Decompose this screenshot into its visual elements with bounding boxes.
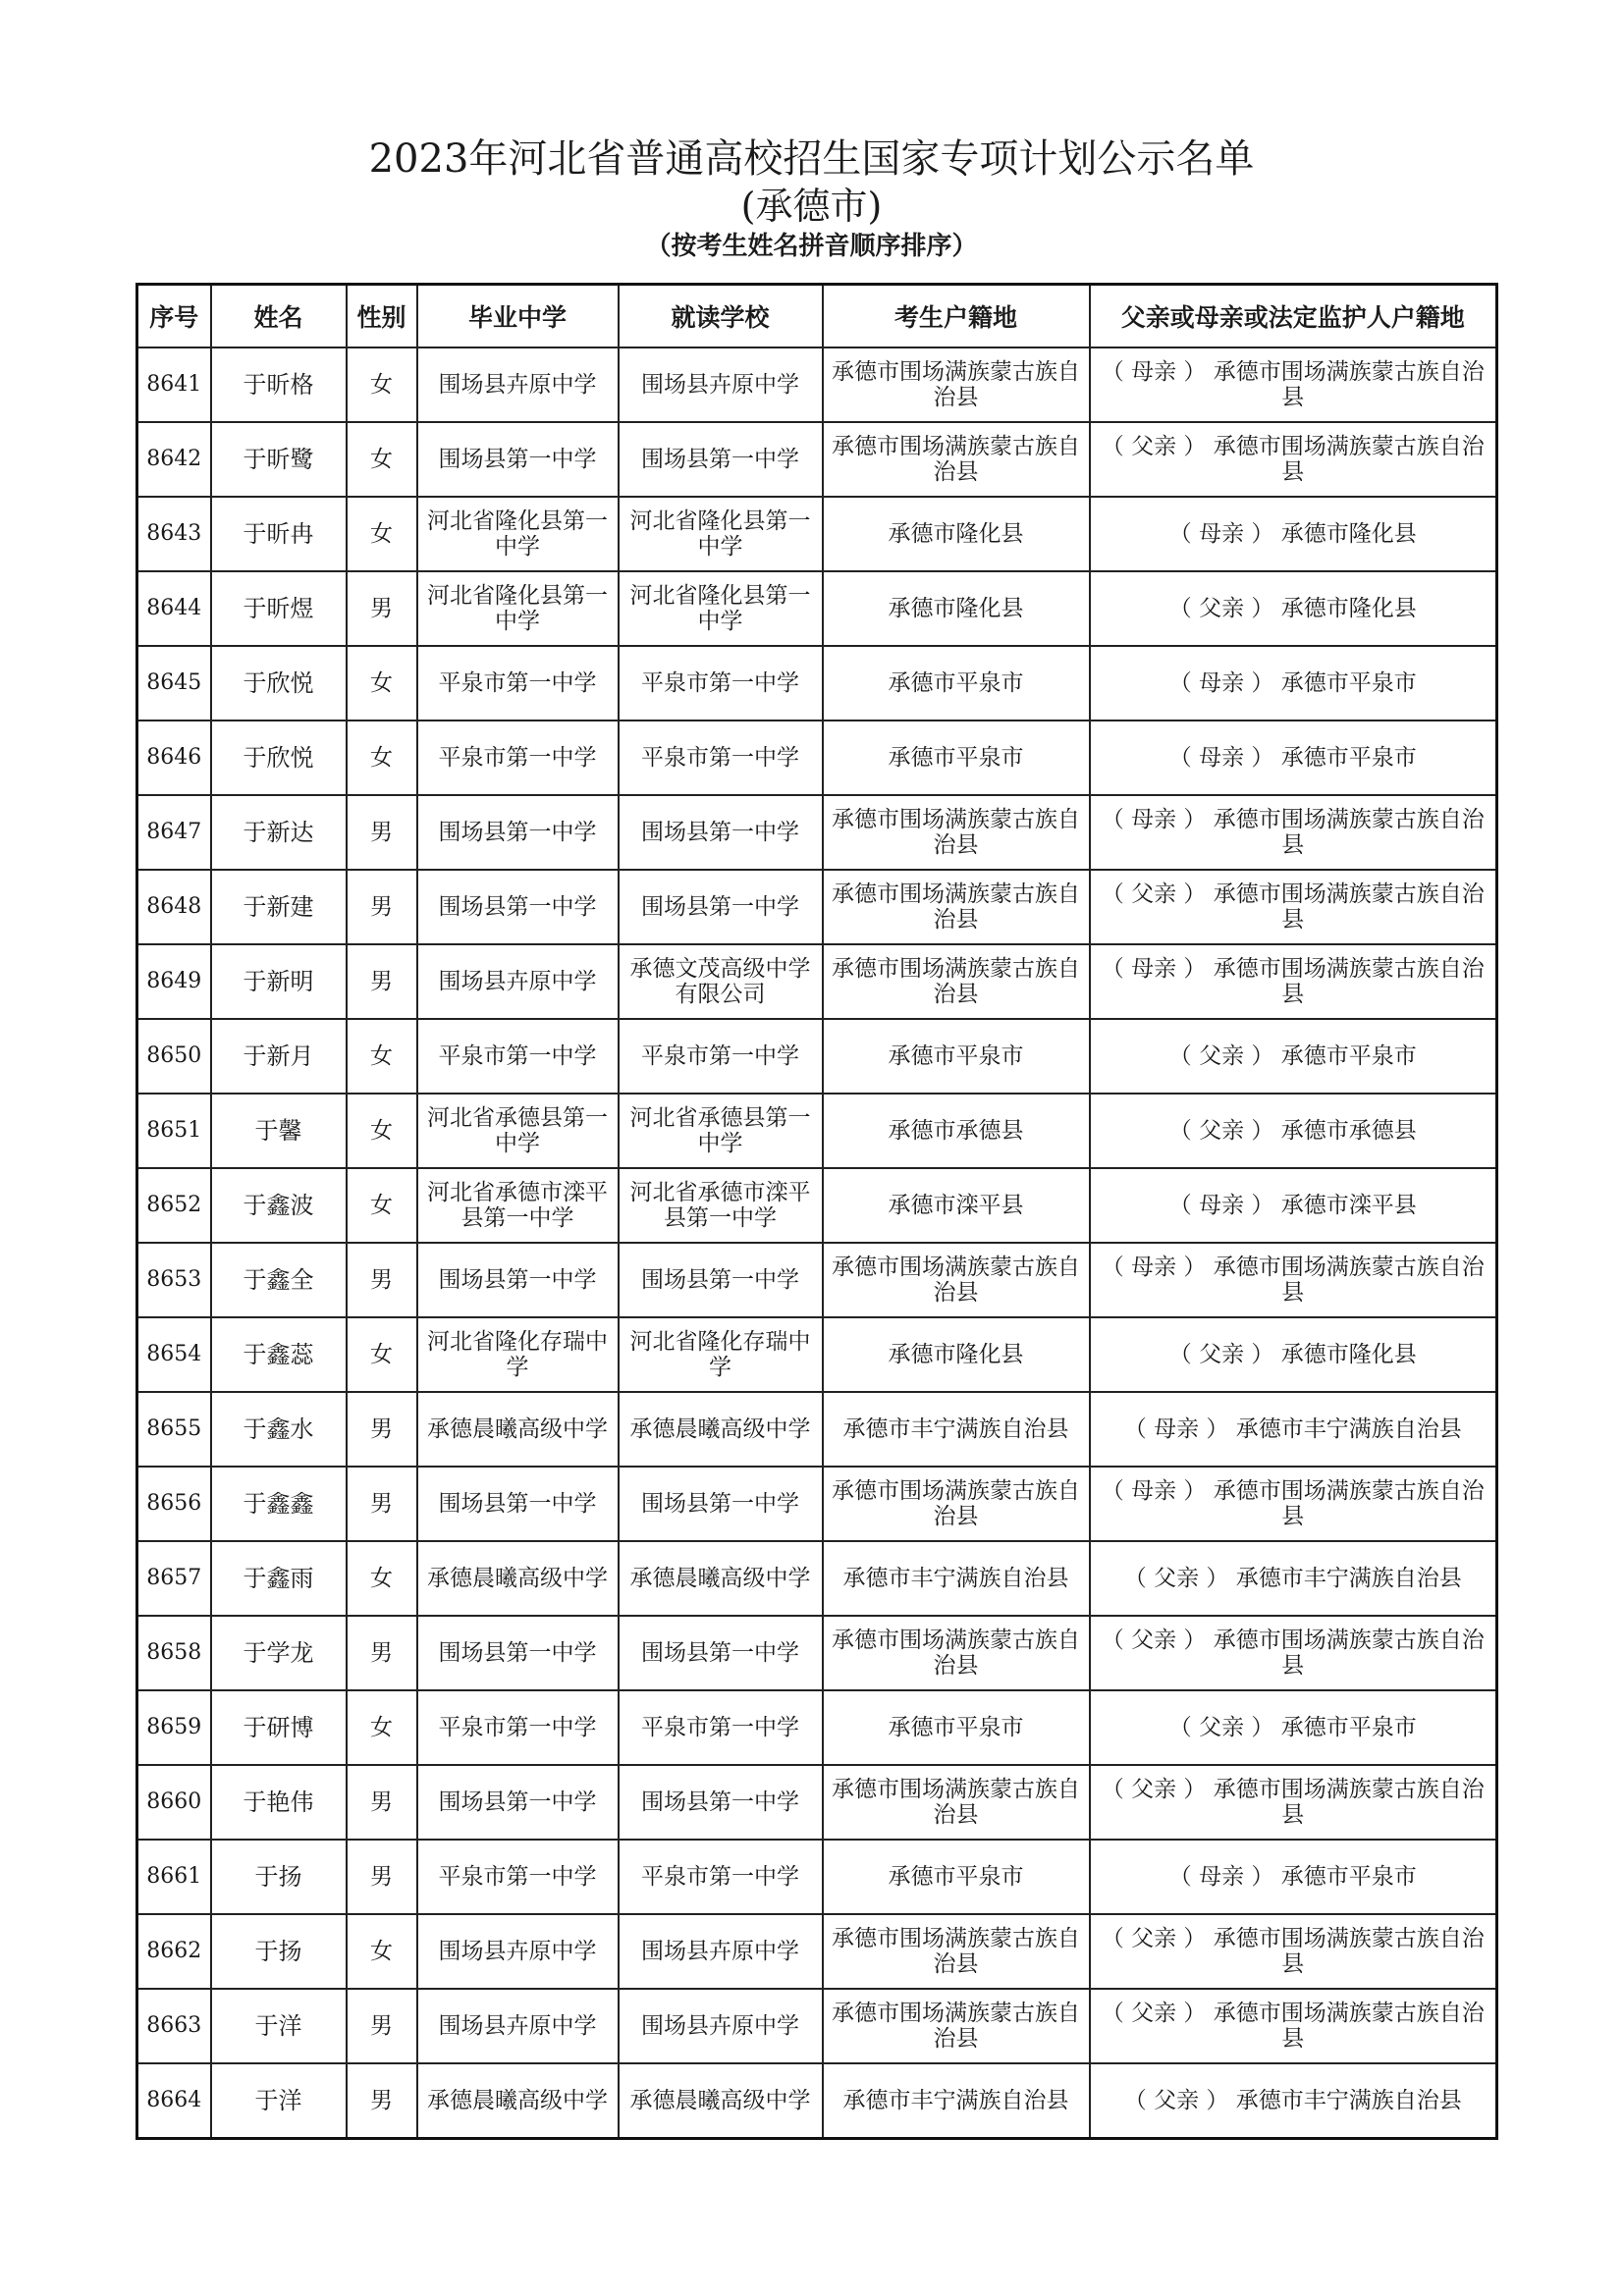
sort-note: （按考生姓名拼音顺序排序）: [645, 232, 978, 261]
table-row: [137, 1690, 1497, 1765]
current-school: 河北省隆化县第一中学: [619, 497, 823, 571]
student-gender: 男: [347, 1989, 417, 2063]
student-hukou: 承德市丰宁满族自治县: [823, 1392, 1090, 1467]
parent-hukou: （ 父亲 ） 承德市平泉市: [1090, 1690, 1497, 1765]
table-header-row: [137, 285, 1497, 348]
student-gender: 男: [347, 870, 417, 944]
table-row: [137, 2063, 1497, 2139]
student-name: 于新明: [211, 944, 347, 1019]
student-gender: 男: [347, 1392, 417, 1467]
graduation-school: 围场县第一中学: [417, 1765, 619, 1840]
table-row: [137, 1616, 1497, 1690]
parent-hukou: （ 父亲 ） 承德市隆化县: [1090, 571, 1497, 646]
student-name: 于艳伟: [211, 1765, 347, 1840]
student-name: 于洋: [211, 1989, 347, 2063]
student-gender: 男: [347, 1243, 417, 1317]
table-row: [137, 646, 1497, 721]
graduation-school: 平泉市第一中学: [417, 1019, 619, 1094]
student-gender: 男: [347, 1467, 417, 1541]
student-name: 于新达: [211, 795, 347, 870]
student-gender: 男: [347, 2063, 417, 2139]
student-hukou: 承德市平泉市: [823, 1840, 1090, 1914]
table-row: [137, 422, 1497, 497]
student-name: 于鑫雨: [211, 1541, 347, 1616]
student-name: 于昕鹭: [211, 422, 347, 497]
student-gender: 女: [347, 1690, 417, 1765]
table-row: [137, 497, 1497, 571]
student-gender: 女: [347, 1541, 417, 1616]
table-row: [137, 347, 1497, 422]
current-school: 承德晨曦高级中学: [619, 1541, 823, 1616]
student-gender: 男: [347, 1765, 417, 1840]
row-number: 8641: [137, 347, 211, 422]
current-school: 承德晨曦高级中学: [619, 1392, 823, 1467]
student-hukou: 承德市围场满族蒙古族自治县: [823, 1914, 1090, 1989]
student-hukou: 承德市围场满族蒙古族自治县: [823, 1989, 1090, 2063]
parent-hukou: （ 父亲 ） 承德市丰宁满族自治县: [1090, 1541, 1497, 1616]
student-hukou: 承德市围场满族蒙古族自治县: [823, 870, 1090, 944]
student-name: 于昕煜: [211, 571, 347, 646]
parent-hukou: （ 母亲 ） 承德市围场满族蒙古族自治县: [1090, 944, 1497, 1019]
student-gender: 女: [347, 497, 417, 571]
parent-hukou: （ 父亲 ） 承德市丰宁满族自治县: [1090, 2063, 1497, 2139]
page-title: 2023年河北省普通高校招生国家专项计划公示名单: [368, 136, 1255, 182]
graduation-school: 围场县第一中学: [417, 1467, 619, 1541]
row-number: 8654: [137, 1317, 211, 1392]
graduation-school: 承德晨曦高级中学: [417, 1392, 619, 1467]
column-header-current-school: 就读学校: [619, 285, 823, 348]
table-row: [137, 1467, 1497, 1541]
graduation-school: 围场县卉原中学: [417, 1914, 619, 1989]
student-name: 于新月: [211, 1019, 347, 1094]
current-school: 河北省承德市滦平县第一中学: [619, 1168, 823, 1243]
current-school: 承德文茂高级中学有限公司: [619, 944, 823, 1019]
graduation-school: 平泉市第一中学: [417, 646, 619, 721]
parent-hukou: （ 父亲 ） 承德市围场满族蒙古族自治县: [1090, 1989, 1497, 2063]
row-number: 8647: [137, 795, 211, 870]
row-number: 8657: [137, 1541, 211, 1616]
student-hukou: 承德市围场满族蒙古族自治县: [823, 944, 1090, 1019]
graduation-school: 围场县第一中学: [417, 795, 619, 870]
current-school: 围场县第一中学: [619, 870, 823, 944]
student-name: 于欣悦: [211, 721, 347, 795]
student-hukou: 承德市平泉市: [823, 1019, 1090, 1094]
student-gender: 男: [347, 944, 417, 1019]
table-row: [137, 795, 1497, 870]
current-school: 围场县卉原中学: [619, 1989, 823, 2063]
current-school: 平泉市第一中学: [619, 1690, 823, 1765]
student-gender: 女: [347, 422, 417, 497]
graduation-school: 承德晨曦高级中学: [417, 2063, 619, 2139]
parent-hukou: （ 父亲 ） 承德市围场满族蒙古族自治县: [1090, 870, 1497, 944]
student-name: 于昕格: [211, 347, 347, 422]
student-gender: 男: [347, 795, 417, 870]
row-number: 8659: [137, 1690, 211, 1765]
table-row: [137, 870, 1497, 944]
parent-hukou: （ 母亲 ） 承德市平泉市: [1090, 721, 1497, 795]
column-header-hukou: 考生户籍地: [823, 285, 1090, 348]
column-header-gender: 性别: [347, 285, 417, 348]
graduation-school: 围场县第一中学: [417, 1243, 619, 1317]
table-row: [137, 1094, 1497, 1168]
student-hukou: 承德市围场满族蒙古族自治县: [823, 347, 1090, 422]
row-number: 8653: [137, 1243, 211, 1317]
table-row: [137, 1989, 1497, 2063]
student-hukou: 承德市隆化县: [823, 571, 1090, 646]
roster-table: [135, 283, 1498, 2140]
student-name: 于鑫全: [211, 1243, 347, 1317]
table-row: [137, 1243, 1497, 1317]
student-hukou: 承德市平泉市: [823, 721, 1090, 795]
parent-hukou: （ 母亲 ） 承德市平泉市: [1090, 646, 1497, 721]
graduation-school: 河北省隆化县第一中学: [417, 571, 619, 646]
student-name: 于鑫蕊: [211, 1317, 347, 1392]
parent-hukou: （ 母亲 ） 承德市隆化县: [1090, 497, 1497, 571]
row-number: 8663: [137, 1989, 211, 2063]
student-gender: 女: [347, 646, 417, 721]
column-header-no: 序号: [137, 285, 211, 348]
table-row: [137, 1840, 1497, 1914]
student-name: 于洋: [211, 2063, 347, 2139]
graduation-school: 平泉市第一中学: [417, 1690, 619, 1765]
student-gender: 女: [347, 1168, 417, 1243]
parent-hukou: （ 母亲 ） 承德市围场满族蒙古族自治县: [1090, 795, 1497, 870]
graduation-school: 围场县卉原中学: [417, 347, 619, 422]
graduation-school: 围场县卉原中学: [417, 944, 619, 1019]
current-school: 围场县第一中学: [619, 422, 823, 497]
student-gender: 女: [347, 1019, 417, 1094]
current-school: 平泉市第一中学: [619, 646, 823, 721]
current-school: 平泉市第一中学: [619, 721, 823, 795]
student-name: 于欣悦: [211, 646, 347, 721]
student-hukou: 承德市承德县: [823, 1094, 1090, 1168]
current-school: 围场县卉原中学: [619, 347, 823, 422]
graduation-school: 平泉市第一中学: [417, 721, 619, 795]
current-school: 围场县第一中学: [619, 795, 823, 870]
row-number: 8649: [137, 944, 211, 1019]
row-number: 8646: [137, 721, 211, 795]
graduation-school: 围场县第一中学: [417, 422, 619, 497]
row-number: 8658: [137, 1616, 211, 1690]
row-number: 8643: [137, 497, 211, 571]
row-number: 8642: [137, 422, 211, 497]
current-school: 平泉市第一中学: [619, 1019, 823, 1094]
student-hukou: 承德市滦平县: [823, 1168, 1090, 1243]
student-hukou: 承德市围场满族蒙古族自治县: [823, 1765, 1090, 1840]
table-row: [137, 721, 1497, 795]
student-name: 于昕冉: [211, 497, 347, 571]
column-header-parent-hukou: 父亲或母亲或法定监护人户籍地: [1090, 285, 1497, 348]
student-name: 于扬: [211, 1840, 347, 1914]
row-number: 8652: [137, 1168, 211, 1243]
table-row: [137, 571, 1497, 646]
student-gender: 女: [347, 721, 417, 795]
parent-hukou: （ 母亲 ） 承德市围场满族蒙古族自治县: [1090, 1243, 1497, 1317]
parent-hukou: （ 母亲 ） 承德市滦平县: [1090, 1168, 1497, 1243]
current-school: 河北省隆化县第一中学: [619, 571, 823, 646]
graduation-school: 河北省承德市滦平县第一中学: [417, 1168, 619, 1243]
student-name: 于鑫鑫: [211, 1467, 347, 1541]
student-name: 于鑫水: [211, 1392, 347, 1467]
student-hukou: 承德市丰宁满族自治县: [823, 1541, 1090, 1616]
row-number: 8661: [137, 1840, 211, 1914]
row-number: 8662: [137, 1914, 211, 1989]
student-hukou: 承德市围场满族蒙古族自治县: [823, 422, 1090, 497]
graduation-school: 围场县卉原中学: [417, 1989, 619, 2063]
current-school: 河北省隆化存瑞中学: [619, 1317, 823, 1392]
page-subtitle: (承德市): [740, 185, 883, 228]
parent-hukou: （ 母亲 ） 承德市围场满族蒙古族自治县: [1090, 1467, 1497, 1541]
graduation-school: 平泉市第一中学: [417, 1840, 619, 1914]
student-name: 于研博: [211, 1690, 347, 1765]
graduation-school: 河北省隆化存瑞中学: [417, 1317, 619, 1392]
student-name: 于馨: [211, 1094, 347, 1168]
table-row: [137, 944, 1497, 1019]
student-gender: 男: [347, 571, 417, 646]
current-school: 平泉市第一中学: [619, 1840, 823, 1914]
table-row: [137, 1914, 1497, 1989]
student-hukou: 承德市平泉市: [823, 646, 1090, 721]
current-school: 围场县卉原中学: [619, 1914, 823, 1989]
current-school: 围场县第一中学: [619, 1243, 823, 1317]
student-gender: 女: [347, 1094, 417, 1168]
student-hukou: 承德市平泉市: [823, 1690, 1090, 1765]
student-hukou: 承德市围场满族蒙古族自治县: [823, 1616, 1090, 1690]
row-number: 8651: [137, 1094, 211, 1168]
row-number: 8656: [137, 1467, 211, 1541]
student-name: 于鑫波: [211, 1168, 347, 1243]
current-school: 围场县第一中学: [619, 1467, 823, 1541]
table-row: [137, 1168, 1497, 1243]
student-hukou: 承德市隆化县: [823, 1317, 1090, 1392]
current-school: 围场县第一中学: [619, 1616, 823, 1690]
student-gender: 男: [347, 1616, 417, 1690]
graduation-school: 河北省隆化县第一中学: [417, 497, 619, 571]
parent-hukou: （ 父亲 ） 承德市围场满族蒙古族自治县: [1090, 1765, 1497, 1840]
student-hukou: 承德市围场满族蒙古族自治县: [823, 795, 1090, 870]
parent-hukou: （ 父亲 ） 承德市围场满族蒙古族自治县: [1090, 1914, 1497, 1989]
column-header-grad-school: 毕业中学: [417, 285, 619, 348]
student-hukou: 承德市围场满族蒙古族自治县: [823, 1243, 1090, 1317]
current-school: 承德晨曦高级中学: [619, 2063, 823, 2139]
row-number: 8648: [137, 870, 211, 944]
row-number: 8655: [137, 1392, 211, 1467]
graduation-school: 围场县第一中学: [417, 870, 619, 944]
parent-hukou: （ 父亲 ） 承德市围场满族蒙古族自治县: [1090, 1616, 1497, 1690]
current-school: 围场县第一中学: [619, 1765, 823, 1840]
table-row: [137, 1317, 1497, 1392]
student-gender: 女: [347, 1317, 417, 1392]
parent-hukou: （ 父亲 ） 承德市承德县: [1090, 1094, 1497, 1168]
student-hukou: 承德市围场满族蒙古族自治县: [823, 1467, 1090, 1541]
row-number: 8650: [137, 1019, 211, 1094]
table-row: [137, 1392, 1497, 1467]
table-row: [137, 1541, 1497, 1616]
parent-hukou: （ 母亲 ） 承德市丰宁满族自治县: [1090, 1392, 1497, 1467]
parent-hukou: （ 父亲 ） 承德市平泉市: [1090, 1019, 1497, 1094]
row-number: 8664: [137, 2063, 211, 2139]
student-name: 于学龙: [211, 1616, 347, 1690]
table-row: [137, 1765, 1497, 1840]
row-number: 8644: [137, 571, 211, 646]
row-number: 8645: [137, 646, 211, 721]
parent-hukou: （ 父亲 ） 承德市隆化县: [1090, 1317, 1497, 1392]
row-number: 8660: [137, 1765, 211, 1840]
column-header-name: 姓名: [211, 285, 347, 348]
graduation-school: 承德晨曦高级中学: [417, 1541, 619, 1616]
graduation-school: 围场县第一中学: [417, 1616, 619, 1690]
parent-hukou: （ 父亲 ） 承德市围场满族蒙古族自治县: [1090, 422, 1497, 497]
student-name: 于新建: [211, 870, 347, 944]
student-hukou: 承德市隆化县: [823, 497, 1090, 571]
student-gender: 男: [347, 1840, 417, 1914]
parent-hukou: （ 母亲 ） 承德市平泉市: [1090, 1840, 1497, 1914]
graduation-school: 河北省承德县第一中学: [417, 1094, 619, 1168]
student-gender: 女: [347, 1914, 417, 1989]
student-gender: 女: [347, 347, 417, 422]
student-hukou: 承德市丰宁满族自治县: [823, 2063, 1090, 2139]
student-name: 于扬: [211, 1914, 347, 1989]
parent-hukou: （ 母亲 ） 承德市围场满族蒙古族自治县: [1090, 347, 1497, 422]
current-school: 河北省承德县第一中学: [619, 1094, 823, 1168]
table-row: [137, 1019, 1497, 1094]
